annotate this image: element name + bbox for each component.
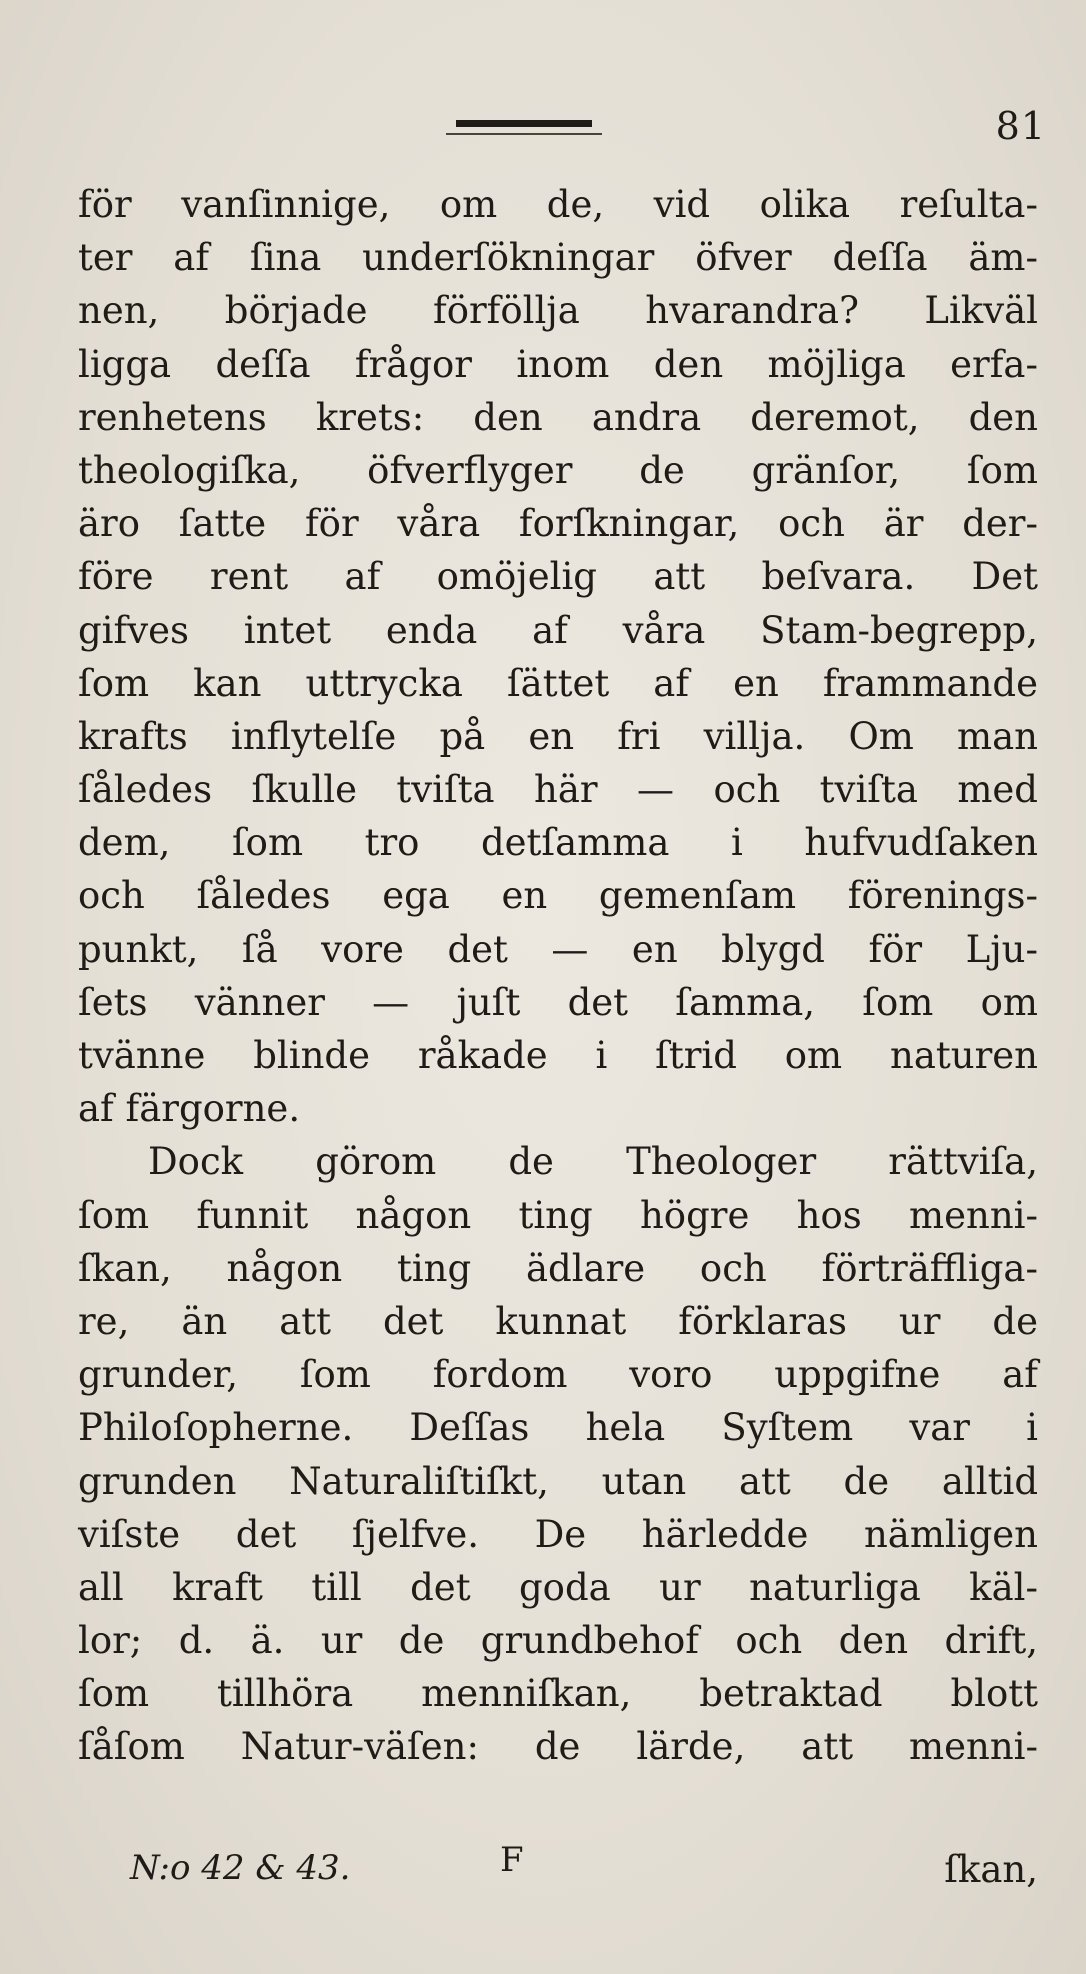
text-line: renhetens krets: den andra deremot, den — [78, 395, 1038, 439]
text-line: ſåſom Natur-väſen: de lärde, att menni- — [78, 1725, 1038, 1769]
text-line: ſåledes ſkulle tviſta här — och tviſta med — [78, 768, 1038, 812]
text-line: re, än att det kunnat förklaras ur de — [78, 1299, 1038, 1343]
text-line: ſom tillhöra menniſkan, betraktad blott — [78, 1672, 1038, 1716]
text-line: gifves intet enda af våra Stam-begrepp, — [78, 608, 1038, 652]
page-number: 81 — [995, 104, 1046, 148]
catchword: ſkan, — [944, 1848, 1038, 1891]
text-line: äro ſatte för våra forſkningar, och är der- — [78, 502, 1038, 546]
text-line: före rent af omöjelig att beſvara. Det — [78, 555, 1038, 599]
text-line: nen, började förföllja hvarandra? Likväl — [78, 289, 1038, 333]
text-line: tvänne blinde råkade i ſtrid om naturen — [78, 1034, 1038, 1077]
text-line: ſkan, någon ting ädlare och förträffliga- — [78, 1246, 1038, 1290]
header-rule — [456, 120, 592, 127]
text-line: ſom kan uttrycka ſättet af en frammande — [78, 661, 1038, 705]
text-line: Philoſopherne. Deſſas hela Syſtem var i — [78, 1406, 1038, 1450]
page-footer — [130, 1840, 1038, 1900]
text-line: dem, ſom tro detſamma i hufvudſaken — [78, 821, 1038, 865]
issue-signature: N:o 42 & 43. — [130, 1848, 351, 1888]
text-line: Dock görom de Theologer rättviſa, — [148, 1140, 1038, 1184]
text-line: all kraft till det goda ur naturliga käl- — [78, 1565, 1038, 1609]
text-line: punkt, ſå vore det — en blygd för Lju- — [78, 927, 1038, 971]
text-line: för vanſinnige, om de, vid olika reſulta- — [78, 183, 1038, 226]
text-line: theologiſka, öfverflyger de gränſor, ſom — [78, 448, 1038, 492]
text-line: ſets vänner — juſt det ſamma, ſom om — [78, 980, 1038, 1024]
text-line: krafts inflytelſe på en fri villja. Om man — [78, 714, 1038, 758]
text-line: ſom funnit någon ting högre hos menni- — [78, 1193, 1038, 1237]
text-line: och ſåledes ega en gemenſam förenings- — [78, 874, 1038, 918]
text-line: grunden Naturaliſtiſkt, utan att de alltid — [78, 1459, 1038, 1503]
text-line: af färgorne. — [78, 1087, 301, 1131]
text-line: lor; d. ä. ur de grundbehof och den drift, — [78, 1619, 1038, 1663]
gathering-mark: F — [500, 1840, 524, 1880]
text-line: ligga deſſa frågor inom den möjliga erfa- — [78, 342, 1038, 386]
text-line: ter af ſina underſökningar öfver deſſa äm- — [78, 236, 1038, 280]
text-line: grunder, ſom fordom voro uppgifne af — [78, 1353, 1038, 1397]
text-line: viſste det ſjelfve. De härledde nämligen — [78, 1512, 1038, 1556]
body-text — [78, 178, 1038, 1774]
